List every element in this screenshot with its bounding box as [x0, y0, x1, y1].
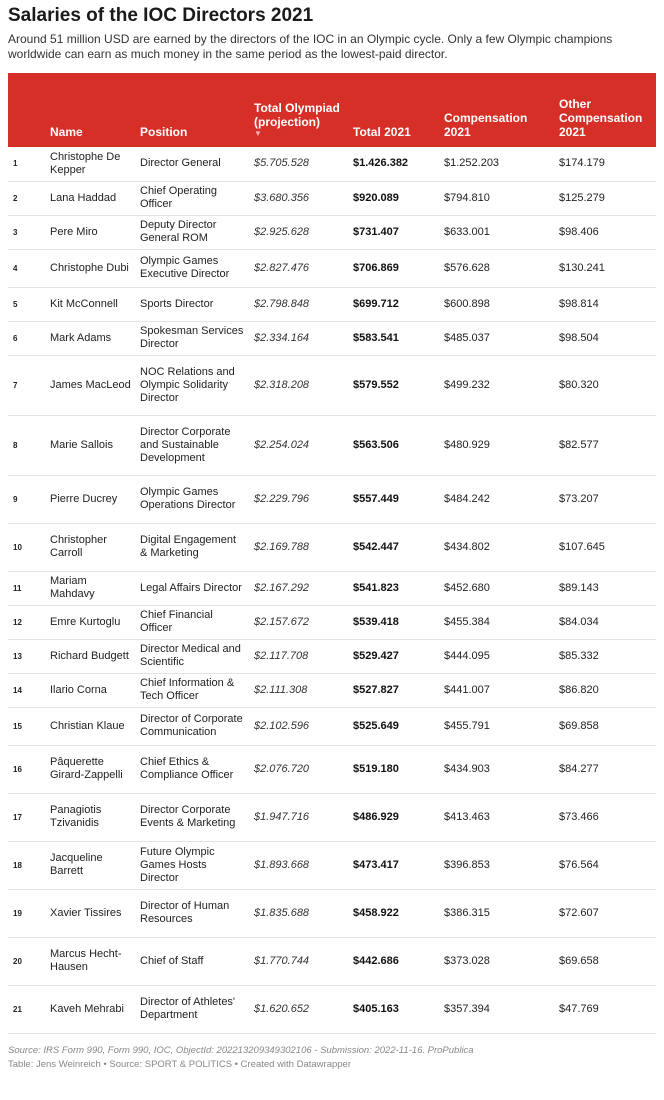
cell-olympiad: $2.169.788	[250, 523, 349, 571]
cell-compensation: $485.037	[440, 321, 555, 355]
cell-total: $557.449	[349, 475, 440, 523]
cell-name: James MacLeod	[46, 355, 136, 415]
cell-olympiad: $2.827.476	[250, 249, 349, 287]
col-header-total[interactable]: Total 2021	[353, 125, 411, 139]
cell-other: $85.332	[555, 639, 656, 673]
cell-olympiad: $2.076.720	[250, 745, 349, 793]
cell-other: $73.207	[555, 475, 656, 523]
cell-total: $542.447	[349, 523, 440, 571]
cell-other: $69.858	[555, 707, 656, 745]
col-header-position[interactable]: Position	[140, 125, 188, 139]
table-row	[8, 985, 656, 1033]
cell-position: Sports Director	[136, 287, 250, 321]
cell-other: $89.143	[555, 571, 656, 605]
cell-total: $486.929	[349, 793, 440, 841]
cell-position: Chief Ethics & Compliance Officer	[136, 745, 250, 793]
cell-total: $525.649	[349, 707, 440, 745]
cell-compensation: $1.252.203	[440, 147, 555, 181]
cell-position: Director of Athletes' Department	[136, 985, 250, 1033]
table-row	[8, 249, 656, 287]
cell-olympiad: $1.835.688	[250, 889, 349, 937]
cell-total: $1.426.382	[349, 147, 440, 181]
cell-compensation: $484.242	[440, 475, 555, 523]
cell-other: $174.179	[555, 147, 656, 181]
table-row	[8, 745, 656, 793]
table-row	[8, 605, 656, 639]
cell-position: Director General	[136, 147, 250, 181]
chart-title: Salaries of the IOC Directors 2021	[8, 5, 314, 26]
cell-rank: 7	[8, 355, 46, 415]
cell-total: $579.552	[349, 355, 440, 415]
cell-total: $706.869	[349, 249, 440, 287]
cell-position: Chief Financial Officer	[136, 605, 250, 639]
cell-other: $125.279	[555, 181, 656, 215]
cell-compensation: $386.315	[440, 889, 555, 937]
table-row	[8, 215, 656, 249]
cell-name: Marcus Hecht-Hausen	[46, 937, 136, 985]
cell-olympiad: $2.798.848	[250, 287, 349, 321]
cell-other: $98.814	[555, 287, 656, 321]
cell-other: $130.241	[555, 249, 656, 287]
col-header-name[interactable]: Name	[50, 125, 83, 139]
table-row	[8, 639, 656, 673]
cell-rank: 15	[8, 707, 46, 745]
cell-name: Christophe De Kepper	[46, 147, 136, 181]
cell-name: Panagiotis Tzivanidis	[46, 793, 136, 841]
chart-subtitle: Around 51 million USD are earned by the directors of the IOC in an Olympic cycle. Only a few Olympic champions worldwide can earn as much money in the same period as the lowest-paid director.	[8, 32, 613, 61]
cell-total: $539.418	[349, 605, 440, 639]
cell-position: Digital Engagement & Marketing	[136, 523, 250, 571]
salary-table	[8, 73, 656, 1034]
cell-compensation: $413.463	[440, 793, 555, 841]
cell-compensation: $499.232	[440, 355, 555, 415]
table-header-row	[8, 73, 656, 147]
col-header-other[interactable]: Other Compensation 2021	[559, 97, 643, 139]
cell-other: $72.607	[555, 889, 656, 937]
cell-rank: 16	[8, 745, 46, 793]
footer	[8, 1044, 656, 1072]
table-row	[8, 523, 656, 571]
cell-rank: 1	[8, 147, 46, 181]
footer-credit: Table: Jens Weinreich • Source: SPORT & POLITICS • Created with Datawrapper	[8, 1058, 351, 1070]
col-header-olympiad[interactable]	[250, 73, 349, 147]
col-header-olympiad-label: Total Olympiad (projection)	[254, 101, 340, 129]
cell-position: Deputy Director General ROM	[136, 215, 250, 249]
cell-total: $442.686	[349, 937, 440, 985]
cell-position: Chief Information & Tech Officer	[136, 673, 250, 707]
col-header-rank	[8, 73, 46, 147]
cell-name: Pere Miro	[46, 215, 136, 249]
cell-other: $80.320	[555, 355, 656, 415]
cell-other: $84.277	[555, 745, 656, 793]
cell-rank: 11	[8, 571, 46, 605]
cell-olympiad: $1.947.716	[250, 793, 349, 841]
cell-total: $405.163	[349, 985, 440, 1033]
cell-position: Chief of Staff	[136, 937, 250, 985]
cell-name: Ilario Corna	[46, 673, 136, 707]
cell-compensation: $357.394	[440, 985, 555, 1033]
cell-total: $920.089	[349, 181, 440, 215]
cell-other: $69.658	[555, 937, 656, 985]
cell-compensation: $396.853	[440, 841, 555, 889]
table-row	[8, 287, 656, 321]
cell-other: $98.504	[555, 321, 656, 355]
table-row	[8, 321, 656, 355]
cell-olympiad: $2.111.308	[250, 673, 349, 707]
cell-olympiad: $1.770.744	[250, 937, 349, 985]
cell-name: Mariam Mahdavy	[46, 571, 136, 605]
table-row	[8, 355, 656, 415]
cell-rank: 6	[8, 321, 46, 355]
cell-total: $458.922	[349, 889, 440, 937]
cell-total: $731.407	[349, 215, 440, 249]
cell-rank: 2	[8, 181, 46, 215]
cell-other: $86.820	[555, 673, 656, 707]
cell-olympiad: $2.254.024	[250, 415, 349, 475]
cell-rank: 18	[8, 841, 46, 889]
cell-olympiad: $5.705.528	[250, 147, 349, 181]
cell-rank: 8	[8, 415, 46, 475]
cell-compensation: $480.929	[440, 415, 555, 475]
cell-olympiad: $2.925.628	[250, 215, 349, 249]
cell-rank: 12	[8, 605, 46, 639]
table-row	[8, 181, 656, 215]
cell-name: Mark Adams	[46, 321, 136, 355]
table-row	[8, 147, 656, 181]
cell-compensation: $441.007	[440, 673, 555, 707]
cell-name: Xavier Tissires	[46, 889, 136, 937]
cell-position: Director Corporate and Sustainable Development	[136, 415, 250, 475]
cell-name: Kaveh Mehrabi	[46, 985, 136, 1033]
cell-name: Kit McConnell	[46, 287, 136, 321]
table-row	[8, 793, 656, 841]
cell-position: Legal Affairs Director	[136, 571, 250, 605]
cell-compensation: $794.810	[440, 181, 555, 215]
cell-rank: 21	[8, 985, 46, 1033]
col-header-compensation[interactable]: Compensation 2021	[444, 111, 528, 139]
cell-rank: 14	[8, 673, 46, 707]
cell-total: $541.823	[349, 571, 440, 605]
cell-olympiad: $2.167.292	[250, 571, 349, 605]
cell-total: $473.417	[349, 841, 440, 889]
cell-position: Olympic Games Operations Director	[136, 475, 250, 523]
cell-compensation: $452.680	[440, 571, 555, 605]
cell-olympiad: $2.157.672	[250, 605, 349, 639]
cell-rank: 3	[8, 215, 46, 249]
table-row	[8, 937, 656, 985]
cell-name: Richard Budgett	[46, 639, 136, 673]
cell-name: Pâquerette Girard-Zappelli	[46, 745, 136, 793]
cell-name: Jacqueline Barrett	[46, 841, 136, 889]
cell-position: Director Medical and Scientific	[136, 639, 250, 673]
cell-other: $107.645	[555, 523, 656, 571]
table-row	[8, 673, 656, 707]
cell-name: Christian Klaue	[46, 707, 136, 745]
cell-rank: 9	[8, 475, 46, 523]
table-row	[8, 571, 656, 605]
footer-source: Source: IRS Form 990, Form 990, IOC, ObjectId: 202213209349302106 - Submission: 2022-11-16. ProPublica	[8, 1044, 474, 1056]
cell-compensation: $444.095	[440, 639, 555, 673]
cell-name: Pierre Ducrey	[46, 475, 136, 523]
cell-olympiad: $2.117.708	[250, 639, 349, 673]
cell-total: $527.827	[349, 673, 440, 707]
cell-compensation: $455.384	[440, 605, 555, 639]
cell-olympiad: $1.893.668	[250, 841, 349, 889]
cell-olympiad: $3.680.356	[250, 181, 349, 215]
cell-position: Spokesman Services Director	[136, 321, 250, 355]
cell-other: $73.466	[555, 793, 656, 841]
cell-rank: 4	[8, 249, 46, 287]
table-row	[8, 841, 656, 889]
cell-total: $519.180	[349, 745, 440, 793]
cell-compensation: $373.028	[440, 937, 555, 985]
cell-rank: 10	[8, 523, 46, 571]
cell-olympiad: $2.102.596	[250, 707, 349, 745]
cell-total: $583.541	[349, 321, 440, 355]
cell-olympiad: $2.334.164	[250, 321, 349, 355]
cell-position: NOC Relations and Olympic Solidarity Director	[136, 355, 250, 415]
cell-position: Olympic Games Executive Director	[136, 249, 250, 287]
cell-compensation: $633.001	[440, 215, 555, 249]
cell-rank: 13	[8, 639, 46, 673]
cell-olympiad: $1.620.652	[250, 985, 349, 1033]
cell-position: Future Olympic Games Hosts Director	[136, 841, 250, 889]
cell-position: Director of Human Resources	[136, 889, 250, 937]
cell-position: Director of Corporate Communication	[136, 707, 250, 745]
cell-rank: 19	[8, 889, 46, 937]
cell-rank: 17	[8, 793, 46, 841]
cell-other: $98.406	[555, 215, 656, 249]
cell-name: Lana Haddad	[46, 181, 136, 215]
cell-compensation: $434.903	[440, 745, 555, 793]
cell-other: $47.769	[555, 985, 656, 1033]
cell-compensation: $434.802	[440, 523, 555, 571]
cell-name: Emre Kurtoglu	[46, 605, 136, 639]
cell-compensation: $600.898	[440, 287, 555, 321]
cell-total: $563.506	[349, 415, 440, 475]
cell-compensation: $576.628	[440, 249, 555, 287]
table-row	[8, 475, 656, 523]
cell-olympiad: $2.318.208	[250, 355, 349, 415]
cell-name: Christophe Dubi	[46, 249, 136, 287]
cell-olympiad: $2.229.796	[250, 475, 349, 523]
cell-name: Christopher Carroll	[46, 523, 136, 571]
cell-compensation: $455.791	[440, 707, 555, 745]
table-row	[8, 415, 656, 475]
cell-position: Director Corporate Events & Marketing	[136, 793, 250, 841]
cell-name: Marie Sallois	[46, 415, 136, 475]
sort-desc-icon: ▼	[254, 129, 262, 138]
table-row	[8, 707, 656, 745]
cell-total: $699.712	[349, 287, 440, 321]
cell-total: $529.427	[349, 639, 440, 673]
cell-other: $84.034	[555, 605, 656, 639]
cell-position: Chief Operating Officer	[136, 181, 250, 215]
cell-other: $82.577	[555, 415, 656, 475]
cell-rank: 5	[8, 287, 46, 321]
cell-other: $76.564	[555, 841, 656, 889]
cell-rank: 20	[8, 937, 46, 985]
table-row	[8, 889, 656, 937]
